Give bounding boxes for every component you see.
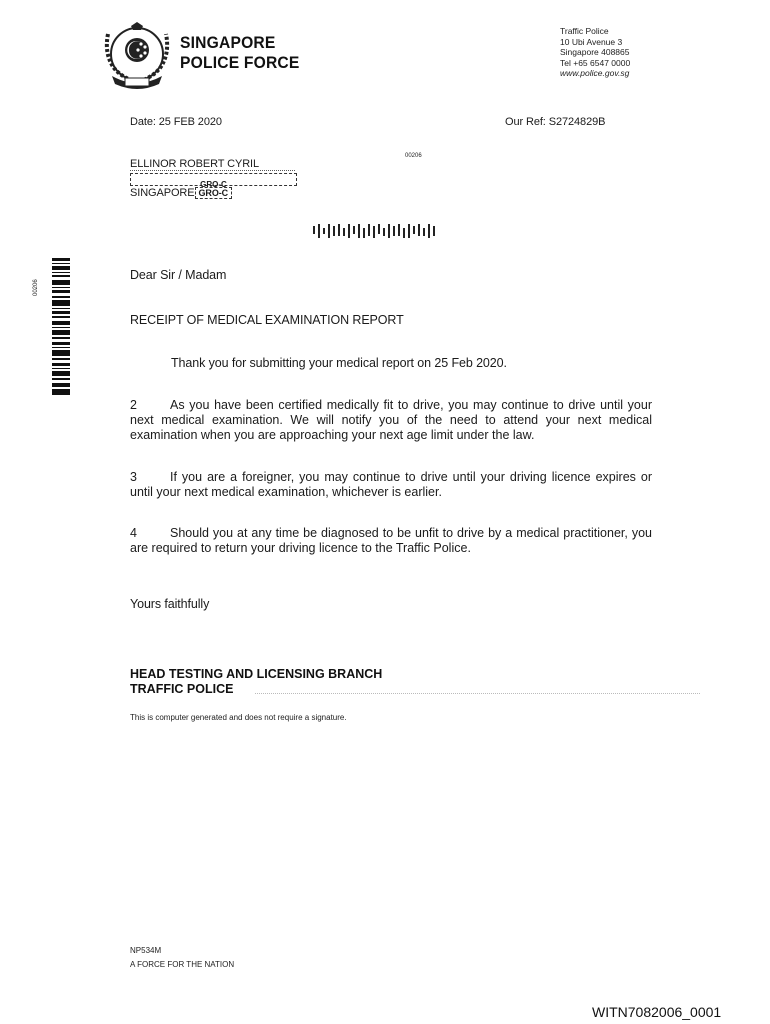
paragraph-4 [130,526,652,556]
form-code: NP534M [130,946,162,955]
internal-code: 00206 [405,153,422,159]
redaction-box-2: GRO-C [195,187,233,199]
closing: Yours faithfully [130,597,210,611]
redaction-label: GRO-C [200,180,227,189]
paragraph-2 [130,398,652,443]
date-label: Date: [130,116,156,128]
address-line: Tel +65 6547 0000 [560,57,631,68]
ref-line [505,116,605,128]
police-crest-logo [98,20,176,96]
subject-line: RECEIPT OF MEDICAL EXAMINATION REPORT [130,313,404,327]
postal-barcode [313,222,441,242]
address-line: 10 Ubi Avenue 3 [560,36,623,47]
paragraph-number: 3 [130,470,137,484]
side-barcode [52,258,72,396]
org-name-line2: POLICE FORCE [180,53,300,72]
paragraph-number: 4 [130,526,137,540]
signature-branch: HEAD TESTING AND LICENSING BRANCH [130,667,383,681]
date-value: 25 FEB 2020 [158,116,222,128]
recipient-name: ELLINOR ROBERT CYRIL [130,158,295,171]
recipient-country-line [130,187,232,199]
paragraph-text: If you are a foreigner, you may continue to drive until your driving licence expires or until your next medical examination, whichever is earlier. [130,470,652,499]
redaction-box-1 [130,173,297,189]
side-barcode-text: 00206 [33,279,39,296]
date-line [130,116,222,128]
dotted-rule [255,693,700,694]
address-line: Traffic Police [560,26,609,36]
recipient-country: SINGAPORE [130,187,195,199]
footer-motto: A FORCE FOR THE NATION [130,960,235,969]
paragraph-text: As you have been certified medically fit to drive, you may continue to drive until your next medical examination. We will notify you of the need to attend your next medical examination when you are approaching your next age limit under the law. [130,398,652,442]
paragraph-3 [130,470,652,500]
paragraph-text: Should you at any time be diagnosed to be unfit to drive by a medical practitioner, you are required to return your driving licence to the Traffic Police. [130,526,652,555]
address-line: www.police.gov.sg [560,68,630,78]
computer-generated-note: This is computer generated and does not require a signature. [130,713,347,722]
document-id: WITN7082006_0001 [592,1004,722,1020]
salutation: Dear Sir / Madam [130,268,227,282]
paragraph-number: 2 [130,398,137,412]
ref-label: Our Ref: [505,116,546,128]
address-line: Singapore 408865 [560,47,630,57]
signature-department: TRAFFIC POLICE [130,682,234,696]
address-block [560,26,630,79]
org-name-line1: SINGAPORE [180,33,276,52]
paragraph-1: Thank you for submitting your medical report on 25 Feb 2020. [171,356,507,370]
ref-value: S2724829B [548,116,606,128]
